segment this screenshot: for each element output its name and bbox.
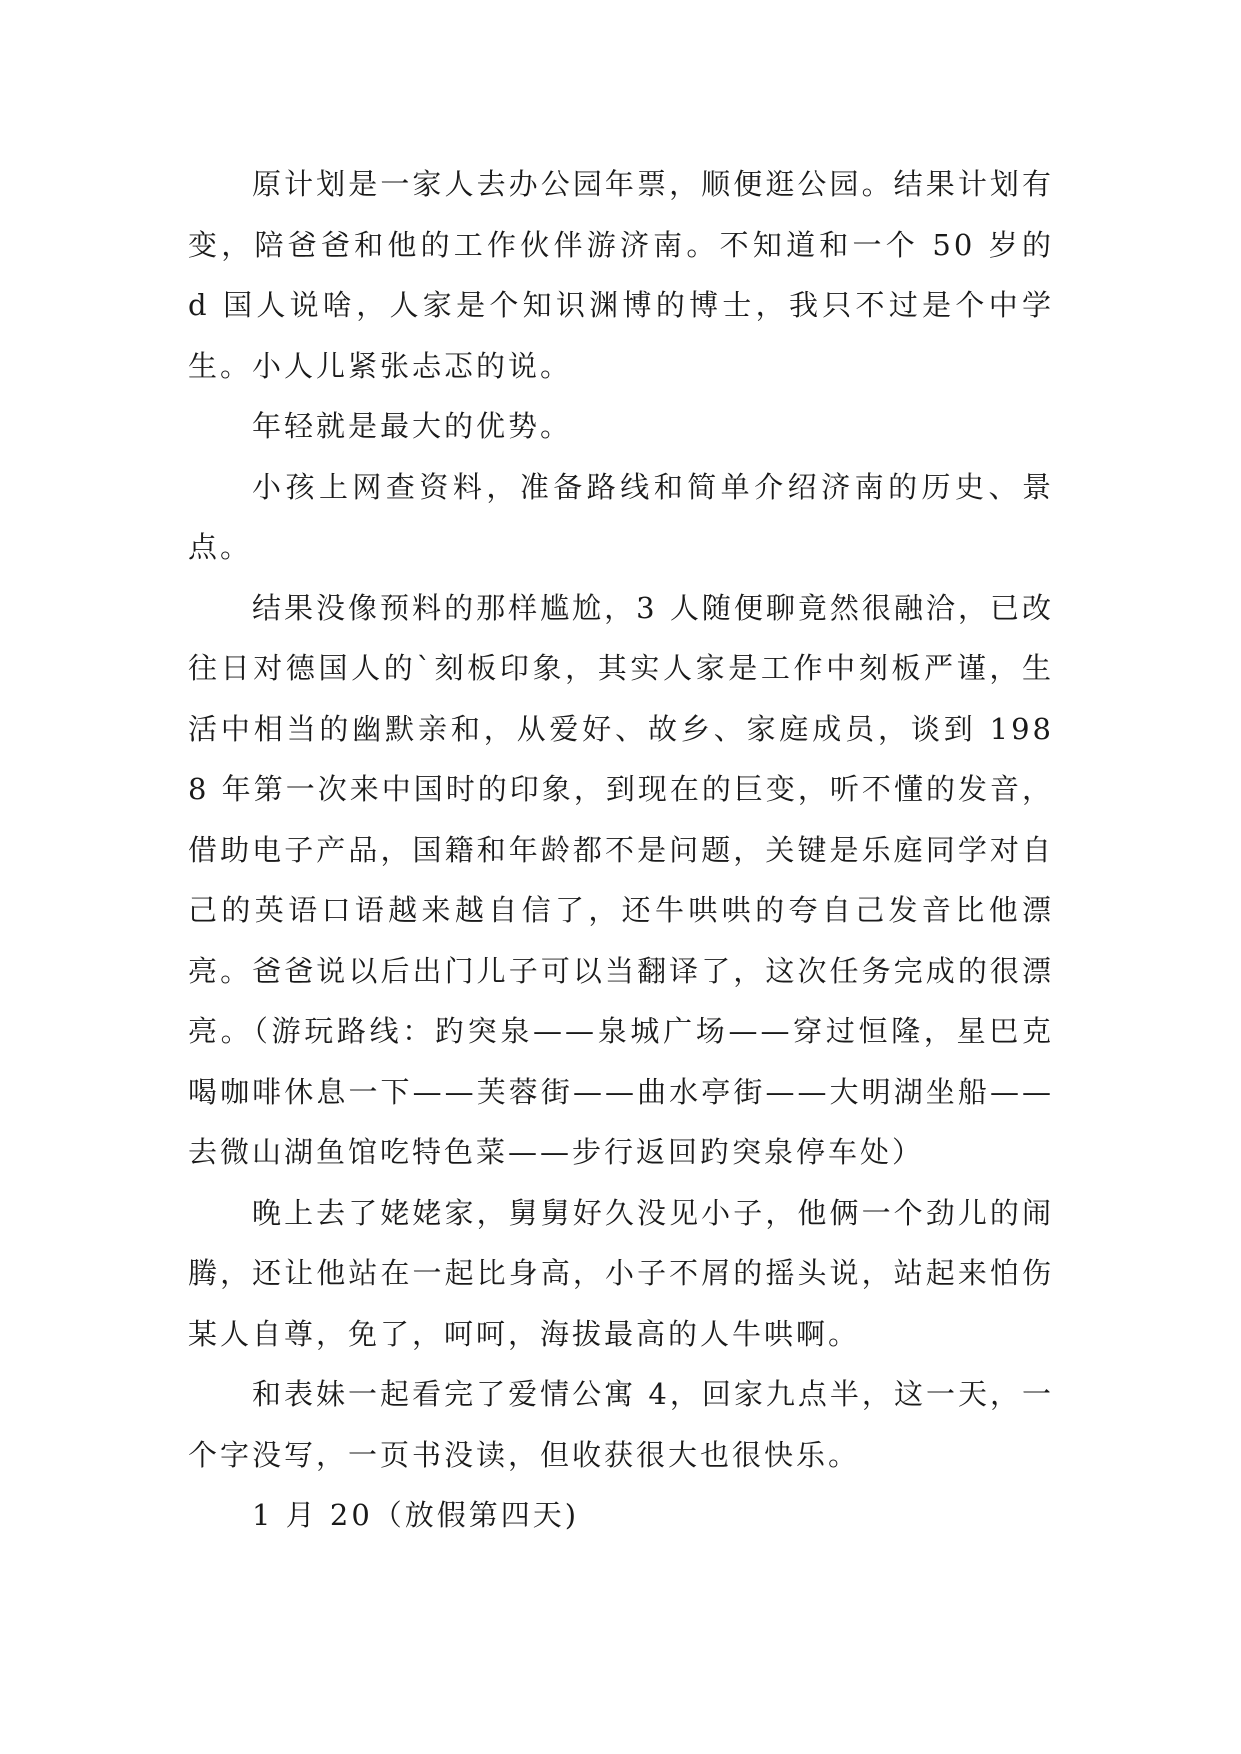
paragraph-youth-advantage: 年轻就是最大的优势。 [252,409,573,443]
paragraph-evening: 和表妹一起看完了爱情公寓 4，回家九点半，这一天，一个字没写，一页书没读，但收获很大也很快乐。 [188,1377,1054,1472]
paragraph-date-heading: 1 月 20（放假第四天) [252,1498,580,1532]
document-body [188,154,1054,1546]
paragraph-grandma-visit: 晚上去了姥姥家，舅舅好久没见小子，他俩一个劲儿的闹腾，还让他站在一起比身高，小子不屑的摇头说，站起来怕伤某人自尊，免了，呵呵，海拔最高的人牛哄啊。 [188,1195,1054,1351]
paragraph-tour-day: 结果没像预料的那样尴尬，3 人随便聊竟然很融洽，已改往日对德国人的`刻板印象，其实人家是工作中刻板严谨，生活中相当的幽默亲和，从爱好、故乡、家庭成员，谈到 1988 年第一次来中国时的印象，到现在的巨变，听不懂的发音，借助电子产品，国籍和年龄都不是问题，关键是乐庭同学对自己的英语口语越来越自信了，还牛哄哄的夸自己发音比他漂亮。爸爸说以后出门儿子可以当翻译了，这次任务完成的很漂亮。（游玩路线：趵突泉——泉城广场——穿过恒隆，星巴克喝咖啡休息一下——芙蓉街——曲水亭街——大明湖坐船——去微山湖鱼馆吃特色菜——步行返回趵突泉停车处） [188,590,1054,1169]
paragraph-park-plan: 原计划是一家人去办公园年票，顺便逛公园。结果计划有变，陪爸爸和他的工作伙伴游济南。不知道和一个 50 岁的 d 国人说啥，人家是个知识渊博的博士，我只不过是个中学生。小人儿紧张忐忑的说。 [188,167,1054,383]
paragraph-research: 小孩上网查资料，准备路线和简单介绍济南的历史、景点。 [188,469,1054,564]
